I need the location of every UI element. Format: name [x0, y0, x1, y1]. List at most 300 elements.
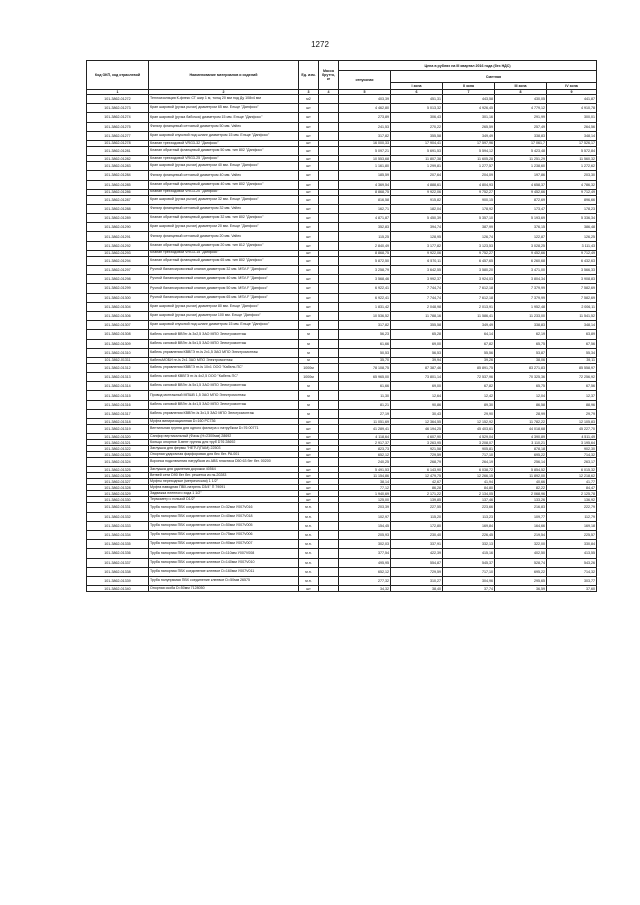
row-code: 101-3862-01332	[87, 512, 149, 521]
row-zone-2-price: 387,99	[443, 223, 495, 232]
row-zone-2-price: 717,10	[443, 567, 495, 576]
row-mass	[319, 503, 339, 512]
row-name: Кран шаровой (ручка бабочка) диаметром 15 мм. Ельце "Данфосс"	[149, 113, 299, 122]
row-release-price: 154,45	[339, 521, 391, 530]
header-unit: Ед. изм.	[299, 61, 319, 90]
row-zone-2-price: 7 612,18	[443, 284, 495, 293]
row-name: Кран шаровой (ручка рычаг) диаметром 32 мм. Ельце "Данфосс"	[149, 195, 299, 204]
row-mass	[319, 113, 339, 122]
column-index: 5	[339, 90, 391, 95]
row-mass	[319, 321, 339, 330]
row-code: 101-3862-01320	[87, 434, 149, 440]
row-mass	[319, 549, 339, 558]
row-mass	[319, 512, 339, 521]
row-name: Сапфор вертикальный (Фазы (Н=2300мм) 28692	[149, 434, 299, 440]
row-release-price: 78 108,75	[339, 363, 391, 372]
row-zone-3-price: 256,14	[495, 458, 547, 467]
row-unit: м.п.	[299, 558, 319, 567]
row-zone-4-price: 4 910,78	[547, 104, 597, 113]
row-name: Кабель силовой ВВГнг-ls 5х1,5 ЗАО МПО Электромонтаж	[149, 382, 299, 391]
row-zone-3-price: 7 379,99	[495, 293, 547, 302]
row-release-price: 403,39	[339, 95, 391, 104]
row-release-price: 4 462,80	[339, 104, 391, 113]
row-unit: шт	[299, 266, 319, 275]
row-code: 101-3862-01321	[87, 440, 149, 446]
row-zone-1-price: 12 479,75	[391, 473, 443, 479]
row-release-price: 8 868,75	[339, 189, 391, 195]
row-unit: шт	[299, 311, 319, 320]
row-code: 101-3862-01284	[87, 171, 149, 180]
row-zone-3-price: 65,75	[495, 339, 547, 348]
row-name: Труба напорная ПВХ соединение клеевое D=75мм У007V006	[149, 530, 299, 539]
table-row	[87, 171, 597, 180]
row-zone-4-price: 5 336,34	[547, 214, 597, 223]
row-code: 101-3862-01323	[87, 452, 149, 458]
row-zone-1-price: 3 992,37	[391, 275, 443, 284]
row-mass	[319, 293, 339, 302]
row-release-price: 377,54	[339, 549, 391, 558]
row-zone-2-price: 304,96	[443, 576, 495, 585]
row-zone-3-price: 9 452,66	[495, 250, 547, 256]
row-code: 101-3862-01277	[87, 131, 149, 140]
row-code: 101-3862-01308	[87, 330, 149, 339]
row-unit: шт	[299, 425, 319, 434]
row-zone-2-price: 443,58	[443, 95, 495, 104]
row-zone-1-price: 6 143,90	[391, 467, 443, 473]
row-zone-1-price: 9 922,06	[391, 189, 443, 195]
row-zone-4-price: 41,77	[547, 479, 597, 485]
row-zone-3-price: 3 110,21	[495, 440, 547, 446]
table-row	[87, 512, 597, 521]
row-unit: шт	[299, 467, 319, 473]
row-zone-3-price: 3 028,25	[495, 241, 547, 250]
row-code: 101-3862-01326	[87, 473, 149, 479]
row-zone-2-price: 3 123,53	[443, 241, 495, 250]
row-zone-3-price: 11 233,00	[495, 311, 547, 320]
row-mass	[319, 363, 339, 372]
table-row	[87, 425, 597, 434]
row-zone-4-price: 9 712,49	[547, 189, 597, 195]
row-code: 101-3862-01334	[87, 530, 149, 539]
row-mass	[319, 409, 339, 418]
row-code: 101-3862-01316	[87, 400, 149, 409]
row-zone-3-price: 4 658,37	[495, 180, 547, 189]
table-row	[87, 311, 597, 320]
row-code: 101-3862-01290	[87, 223, 149, 232]
row-name: Опорная скоба D=50мм 7128050	[149, 586, 299, 592]
row-name: Труба напорная ПВХ соединение клеевое D=50мм У007V005	[149, 521, 299, 530]
row-release-price: 652,12	[339, 452, 391, 458]
row-zone-2-price: 223,66	[443, 503, 495, 512]
row-zone-2-price: 41,94	[443, 479, 495, 485]
row-code: 101-3862-01325	[87, 467, 149, 473]
row-code: 101-3862-01300	[87, 293, 149, 302]
row-zone-3-price: 122,87	[495, 232, 547, 241]
table-row	[87, 521, 597, 530]
row-zone-1-price: 422,39	[391, 549, 443, 558]
row-release-price: 205,93	[339, 530, 391, 539]
table-row	[87, 95, 597, 104]
row-release-price: 241,53	[339, 122, 391, 131]
table-row	[87, 373, 597, 382]
row-zone-3-price: 2 068,96	[495, 491, 547, 497]
row-zone-2-price: 113,23	[443, 512, 495, 521]
row-zone-1-price: 9 922,06	[391, 250, 443, 256]
row-release-price: 652,12	[339, 567, 391, 576]
row-zone-3-price: 62,19	[495, 330, 547, 339]
row-zone-4-price: 348,14	[547, 321, 597, 330]
row-name: Заглушка для фермы "НЕТЧ"(ПАМ) 22503	[149, 446, 299, 452]
row-zone-2-price: 3 208,07	[443, 440, 495, 446]
row-unit: шт	[299, 275, 319, 284]
row-mass	[319, 214, 339, 223]
header-price-title: Цена в рублях на III квартал 2016 года (без НДС)	[339, 61, 597, 71]
row-release-price: 115,25	[339, 232, 391, 241]
row-zone-1-price: 306,43	[391, 113, 443, 122]
row-zone-1-price: 3 177,82	[391, 241, 443, 250]
row-unit: шт	[299, 146, 319, 155]
row-mass	[319, 302, 339, 311]
row-release-price: 352,83	[339, 223, 391, 232]
row-zone-4-price: 4 511,49	[547, 434, 597, 440]
row-zone-1-price: 4 607,90	[391, 434, 443, 440]
row-zone-3-price: 695,22	[495, 567, 547, 576]
row-zone-3-price: 164,66	[495, 521, 547, 530]
row-mass	[319, 284, 339, 293]
row-mass	[319, 425, 339, 434]
row-zone-2-price: 3 924,03	[443, 275, 495, 284]
row-code: 101-3862-01324	[87, 458, 149, 467]
row-zone-4-price: 222,79	[547, 503, 597, 512]
row-name: Муфты переходные (метрическая) 1 1/2"	[149, 479, 299, 485]
row-unit: шт	[299, 180, 319, 189]
row-unit: м.п.	[299, 503, 319, 512]
row-code: 101-3862-01274	[87, 113, 149, 122]
row-mass	[319, 223, 339, 232]
row-unit: шт	[299, 473, 319, 479]
row-name: Труба напорная ПВХ соединение клеевое D=140мм У007V010	[149, 558, 299, 567]
row-zone-3-price: 430,05	[495, 95, 547, 104]
row-zone-1-price: 128,95	[391, 232, 443, 241]
row-zone-4-price: 6 432,63	[547, 256, 597, 265]
row-name: Кабель силовой ВВГнг-ls 3х2,5 ЗАО МПО Электромонтаж	[149, 330, 299, 339]
row-name: Труба напорная ПВХ соединение клеевое D=32мм У007V016	[149, 503, 299, 512]
row-name: Кран шаровой спускной под шланг диаметром 15 мм. Ельце "Данфосс"	[149, 131, 299, 140]
row-code: 101-3862-01322	[87, 446, 149, 452]
row-zone-4-price: 85 558,97	[547, 363, 597, 372]
row-code: 101-3862-01287	[87, 195, 149, 204]
row-zone-1-price: 5 450,39	[391, 214, 443, 223]
row-zone-2-price: 6 038,72	[443, 467, 495, 473]
row-mass	[319, 348, 339, 357]
row-zone-3-price: 17 061,7	[495, 140, 547, 146]
row-zone-1-price: 172,80	[391, 521, 443, 530]
table-row	[87, 214, 597, 223]
row-unit: шт	[299, 479, 319, 485]
row-zone-4-price: 63,89	[547, 330, 597, 339]
row-name: Клапан трехходовой VRG3-20 "Данфосс"	[149, 189, 299, 195]
row-unit: шт	[299, 131, 319, 140]
row-code: 101-3862-01273	[87, 104, 149, 113]
row-unit: м.п.	[299, 530, 319, 539]
table-row	[87, 503, 597, 512]
row-name: Кабель управления КВВГЭ нг-ls 2х1,5 ЗАО МПО Электромонтаж	[149, 348, 299, 357]
row-name: Термометр с гильзой D1/2"	[149, 497, 299, 503]
row-name: Клапан обратный фланцевый диаметром 32 мм. тип 802 "Данфосс"	[149, 214, 299, 223]
row-release-price: 27,19	[339, 409, 391, 418]
row-code: 101-3862-01307	[87, 321, 149, 330]
row-zone-3-price: 82,22	[495, 485, 547, 491]
table-row	[87, 586, 597, 592]
row-release-price: 10 553,68	[339, 156, 391, 162]
row-code: 101-3862-01286	[87, 189, 149, 195]
row-name: Кабель силовой ВВГнг-ls 5х1,5 ЗАО МПО Электромонтаж	[149, 339, 299, 348]
row-zone-3-price: 86,58	[495, 400, 547, 409]
row-code: 101-3862-01329	[87, 491, 149, 497]
row-zone-4-price: 17 526,17	[547, 140, 597, 146]
row-unit: шт	[299, 232, 319, 241]
row-unit: шт	[299, 241, 319, 250]
row-zone-4-price: 11 541,52	[547, 311, 597, 320]
row-release-price: 10 536,52	[339, 311, 391, 320]
row-zone-1-price: 11 807,38	[391, 156, 443, 162]
row-unit: шт	[299, 586, 319, 592]
row-name: Теплоизоляция К-флекс СТ шир 1 м, толщ 20 мм под Ду 108х4 мм	[149, 95, 299, 104]
row-zone-1-price: 207,64	[391, 171, 443, 180]
row-zone-4-price: 88,96	[547, 400, 597, 409]
row-zone-3-price: 878,18	[495, 446, 547, 452]
row-zone-1-price: 5 013,32	[391, 104, 443, 113]
row-zone-1-price: 3 263,95	[391, 440, 443, 446]
row-unit: м	[299, 409, 319, 418]
row-zone-2-price: 11 605,28	[443, 156, 495, 162]
row-zone-4-price: 12,37	[547, 391, 597, 400]
row-zone-1-price: 39,94	[391, 357, 443, 363]
row-unit: шт	[299, 156, 319, 162]
row-name: Воронка подключения патрубков из АВБ пластика D50 63 бег бег. 00200	[149, 458, 299, 467]
row-zone-4-price: 12 218,62	[547, 473, 597, 479]
row-name: Опорная ударочная фарфоровая для бес бег. PA.001	[149, 452, 299, 458]
row-code: 101-3862-01283	[87, 162, 149, 171]
row-code: 101-3862-01298	[87, 275, 149, 284]
row-zone-4-price: 112,79	[547, 512, 597, 521]
row-zone-4-price: 7 582,69	[547, 293, 597, 302]
row-zone-4-price: 714,32	[547, 567, 597, 576]
row-zone-1-price: 12 364,55	[391, 419, 443, 425]
column-index: 9	[547, 90, 597, 95]
row-name: Фильтр фланцевый сетчатый диаметром 50 мм. Valtec	[149, 122, 299, 131]
row-name: Труба напорная ПВХ соединение клеевое D=110мм У007V008	[149, 549, 299, 558]
row-zone-3-price: 322,00	[495, 540, 547, 549]
row-zone-4-price: 3 908,83	[547, 275, 597, 284]
row-zone-1-price: 30,43	[391, 409, 443, 418]
row-code: 101-3862-01288	[87, 204, 149, 213]
row-mass	[319, 339, 339, 348]
row-zone-2-price: 84,80	[443, 485, 495, 491]
row-release-price: 16 000,33	[339, 140, 391, 146]
row-zone-2-price: 900,15	[443, 195, 495, 204]
row-release-price: 1 161,80	[339, 162, 391, 171]
row-zone-1-price: 11 788,16	[391, 311, 443, 320]
row-code: 101-3862-01294	[87, 256, 149, 265]
row-release-price: 302,03	[339, 540, 391, 549]
row-zone-4-price: 303,77	[547, 576, 597, 585]
row-code: 101-3862-01338	[87, 567, 149, 576]
row-unit: шт	[299, 485, 319, 491]
row-mass	[319, 171, 339, 180]
row-zone-2-price: 4 804,93	[443, 180, 495, 189]
row-zone-4-price: 3 566,33	[547, 266, 597, 275]
row-zone-1-price: 73 801,14	[391, 373, 443, 382]
row-name: Ручной балансировочный клапан диаметром 40 мм. MSV-F "Данфосс"	[149, 275, 299, 284]
row-release-price: 2 917,37	[339, 440, 391, 446]
row-zone-1-price: 6 570,11	[391, 256, 443, 265]
row-release-price: 65 965,00	[339, 373, 391, 382]
row-zone-1-price: 42,67	[391, 479, 443, 485]
row-zone-3-price: 257,49	[495, 122, 547, 131]
row-zone-1-price: 729,59	[391, 567, 443, 576]
row-release-price: 4 871,87	[339, 214, 391, 223]
row-zone-4-price: 300,01	[547, 113, 597, 122]
row-zone-4-price: 67,56	[547, 382, 597, 391]
row-zone-4-price: 45 227,70	[547, 425, 597, 434]
row-name: Кран шаровой (ручка рычаг) диаметром 100 мм. Ельце "Данфосс"	[149, 311, 299, 320]
row-release-price: 8 868,75	[339, 250, 391, 256]
row-zone-2-price: 9 752,27	[443, 250, 495, 256]
row-name: Труба полупрямая ПВХ соединение клеевое D=50мм 26575	[149, 576, 299, 585]
row-unit: шт	[299, 302, 319, 311]
row-unit: шт	[299, 293, 319, 302]
row-name: Труба напорная ПВХ соединение клеевое D=160мм У007V011	[149, 567, 299, 576]
row-release-price: 273,89	[339, 113, 391, 122]
row-code: 101-3862-01297	[87, 266, 149, 275]
row-release-price: 41 289,41	[339, 425, 391, 434]
row-zone-1-price: 139,85	[391, 497, 443, 503]
row-name: Кабель управления КВВГнг-ls 3х1,5 ЗАО МПО Электромонтаж	[149, 409, 299, 418]
row-zone-3-price: 38,06	[495, 357, 547, 363]
row-name: Кран шаровой (ручка рычаг) диаметром 40 мм. Ельце "Данфосс"	[149, 162, 299, 171]
row-unit: шт	[299, 223, 319, 232]
row-zone-2-price: 12 266,15	[443, 473, 495, 479]
row-zone-2-price: 67,82	[443, 339, 495, 348]
row-name: Заглушка для удаления дорожки 40564	[149, 467, 299, 473]
row-release-price: 240,25	[339, 458, 391, 467]
table-row	[87, 339, 597, 348]
row-zone-3-price: 7 379,99	[495, 284, 547, 293]
row-zone-3-price: 528,74	[495, 558, 547, 567]
row-zone-2-price: 45 403,61	[443, 425, 495, 434]
column-index: 3	[299, 90, 319, 95]
row-release-price: 35,70	[339, 357, 391, 363]
row-zone-4-price: 126,25	[547, 232, 597, 241]
row-zone-2-price: 204,09	[443, 171, 495, 180]
row-mass	[319, 558, 339, 567]
row-zone-2-price: 89,30	[443, 400, 495, 409]
row-zone-4-price: 3 111,43	[547, 241, 597, 250]
row-zone-3-price: 3 471,00	[495, 266, 547, 275]
column-index: 8	[495, 90, 547, 95]
column-index: 6	[391, 90, 443, 95]
row-code: 101-3862-01314	[87, 382, 149, 391]
row-unit: шт	[299, 458, 319, 467]
row-release-price: 6 922,41	[339, 293, 391, 302]
row-zone-4-price: 29,79	[547, 409, 597, 418]
row-name: Вентильная группа для одного фильтра с патрубком D=76 00771	[149, 425, 299, 434]
row-name: Ручной балансировочный клапан диаметром 32 мм. MSV-F "Данфосс"	[149, 266, 299, 275]
row-zone-1-price: 230,40	[391, 530, 443, 539]
row-mass	[319, 195, 339, 204]
row-unit: шт	[299, 113, 319, 122]
row-zone-2-price: 265,59	[443, 122, 495, 131]
row-zone-4-price: 169,18	[547, 521, 597, 530]
row-zone-2-price: 137,46	[443, 497, 495, 503]
row-zone-2-price: 2 013,91	[443, 302, 495, 311]
row-release-price: 102,97	[339, 512, 391, 521]
row-zone-3-price: 40,66	[495, 479, 547, 485]
row-zone-2-price: 905,81	[443, 446, 495, 452]
row-name: Кран шаровой (ручка рычаг) диаметром 20 мм. Ельце "Данфосс"	[149, 223, 299, 232]
row-zone-4-price: 330,84	[547, 540, 597, 549]
row-code: 101-3862-01309	[87, 339, 149, 348]
row-zone-3-price: 695,22	[495, 452, 547, 458]
row-mass	[319, 567, 339, 576]
row-zone-4-price: 2 006,11	[547, 302, 597, 311]
row-name: Ветвей сети D90 бег бег. решетка из нк-20283	[149, 473, 299, 479]
row-release-price: 495,95	[339, 558, 391, 567]
row-code: 101-3862-01313	[87, 373, 149, 382]
row-zone-1-price: 69,00	[391, 382, 443, 391]
row-unit: шт	[299, 419, 319, 425]
row-name: Кабель силовой ВВГнг-ls 4х1,5 ЗАО МПО Электромонтаж	[149, 400, 299, 409]
row-code: 101-3862-01315	[87, 391, 149, 400]
row-release-price: 203,39	[339, 503, 391, 512]
table-row	[87, 284, 597, 293]
row-zone-4-price: 413,55	[547, 549, 597, 558]
row-release-price: 11,30	[339, 391, 391, 400]
header-zone-4: IV зона	[547, 83, 597, 90]
row-code: 101-3862-01289	[87, 214, 149, 223]
row-release-price: 38,14	[339, 479, 391, 485]
row-name: Фильтр фланцевый сетчатый диаметром 32 мм. Valtec	[149, 204, 299, 213]
row-zone-2-price: 64,14	[443, 330, 495, 339]
row-mass	[319, 275, 339, 284]
row-zone-1-price: 1 299,81	[391, 162, 443, 171]
row-zone-3-price: 5 193,69	[495, 214, 547, 223]
row-name: Муфта наводная ПВХ-патрель D3/4" П 79091	[149, 485, 299, 491]
row-release-price: 56,23	[339, 330, 391, 339]
table-row	[87, 256, 597, 265]
table-row	[87, 391, 597, 400]
row-zone-4-price: 4 786,32	[547, 180, 597, 189]
row-unit: м.п.	[299, 540, 319, 549]
row-zone-4-price: 264,56	[547, 122, 597, 131]
row-zone-3-price: 216,83	[495, 503, 547, 512]
row-zone-2-price: 7 612,18	[443, 293, 495, 302]
row-zone-4-price: 37,60	[547, 586, 597, 592]
row-zone-4-price: 203,30	[547, 171, 597, 180]
row-unit: шт	[299, 491, 319, 497]
row-unit: 1000м	[299, 363, 319, 372]
row-mass	[319, 540, 339, 549]
row-release-price: 34,32	[339, 586, 391, 592]
row-zone-4-price: 386,48	[547, 223, 597, 232]
row-zone-1-price: 270,22	[391, 122, 443, 131]
row-release-price: 4 118,64	[339, 434, 391, 440]
price-table-sheet	[86, 60, 596, 592]
row-zone-2-price: 12,42	[443, 391, 495, 400]
row-zone-3-price: 11 892,00	[495, 473, 547, 479]
row-mass	[319, 382, 339, 391]
